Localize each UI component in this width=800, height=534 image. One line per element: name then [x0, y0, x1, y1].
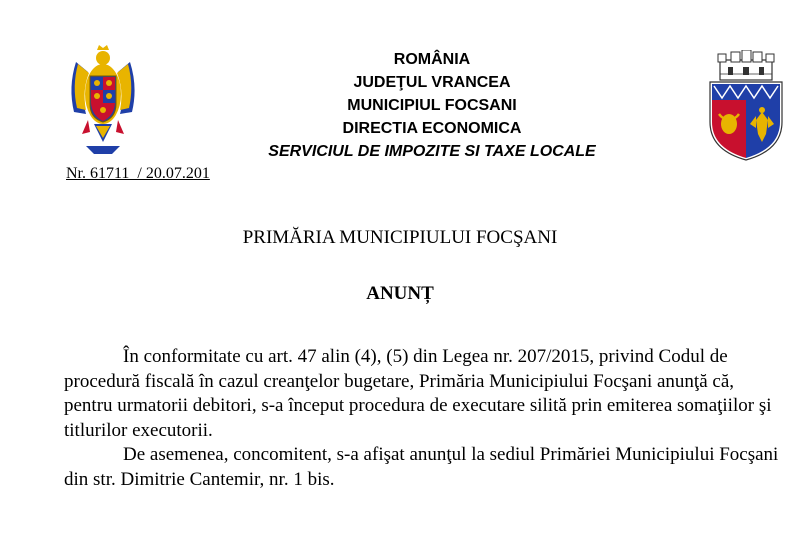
- body-paragraph: În conformitate cu art. 47 alin (4), (5) din Legea nr. 207/2015, privind Codul de procedură fiscală în cazul creanţelor bugetare, Primăria Municipiului Focşani anunţă că, pentru urmatorii debitori, s-a început procedura de executare silită prin emiterea somaţiilor şi titlurilor executorii.: [64, 346, 772, 441]
- header-municipality: MUNICIPIUL FOCSANI: [347, 97, 517, 114]
- body-paragraph: De asemenea, concomitent, s-a afişat anunţul la sediul Primăriei Municipiului Focşani din str. Dimitrie Cantemir, nr. 1 bis.: [64, 444, 779, 490]
- registration-number: Nr. 61711 / 20.07.201: [66, 165, 210, 182]
- institution-name: PRIMĂRIA MUNICIPIULUI FOCŞANI: [242, 227, 558, 248]
- header-directorate: DIRECTIA ECONOMICA: [342, 120, 522, 137]
- announcement-body: [64, 345, 784, 492]
- document-title: ANUNȚ: [366, 283, 434, 304]
- header-service: SERVICIUL DE IMPOZITE SI TAXE LOCALE: [268, 143, 596, 160]
- header-country: ROMÂNIA: [393, 51, 471, 68]
- header-county: JUDEŢUL VRANCEA: [353, 74, 511, 91]
- document-header: [232, 48, 632, 163]
- focsani-coat-of-arms-icon: [700, 50, 792, 162]
- romania-coat-of-arms-icon: [66, 42, 140, 158]
